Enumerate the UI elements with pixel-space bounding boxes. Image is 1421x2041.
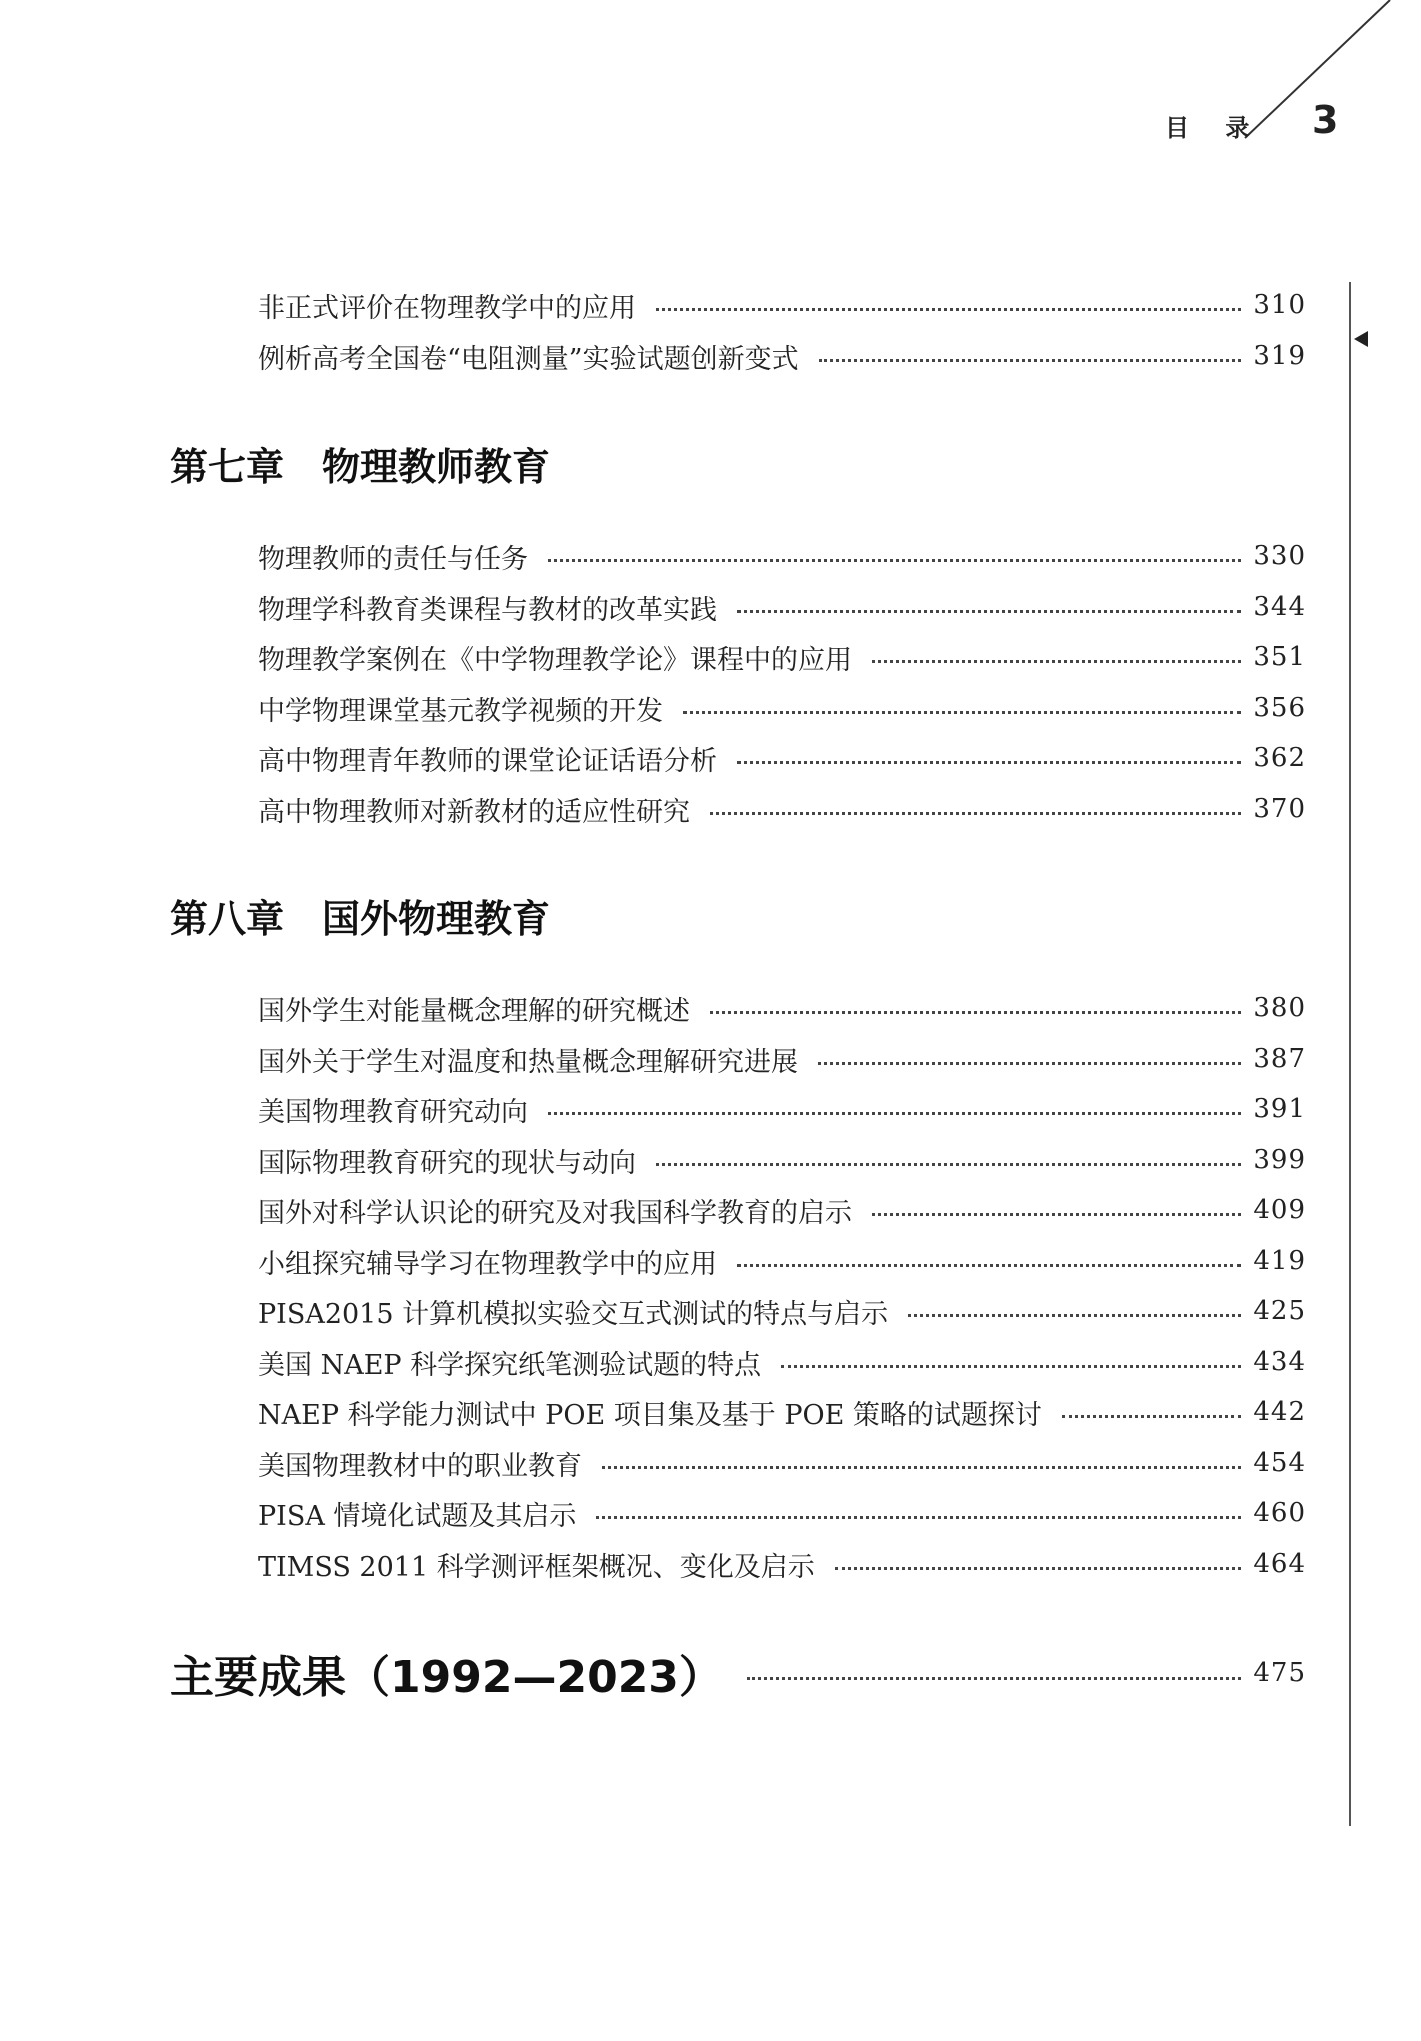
leader-dots: [737, 610, 1241, 613]
toc-entry-page: 464: [1253, 1549, 1306, 1579]
toc-entry-title: NAEP 科学能力测试中 POE 项目集及基于 POE 策略的试题探讨: [258, 1399, 1042, 1431]
toc-entry-page: 330: [1253, 541, 1306, 571]
side-margin-rule: [1349, 282, 1351, 1826]
toc-entry-title: 物理学科教育类课程与教材的改革实践: [258, 594, 717, 626]
leader-dots: [908, 1314, 1241, 1317]
toc-entry-page: 460: [1253, 1498, 1306, 1528]
toc-entry-title: 美国物理教育研究动向: [258, 1096, 528, 1128]
toc-entry-page: 419: [1253, 1246, 1306, 1276]
leader-dots: [683, 711, 1241, 714]
leader-dots: [737, 761, 1241, 764]
toc-entry[interactable]: [258, 1140, 1306, 1180]
toc-entry[interactable]: [258, 738, 1306, 778]
leader-dots: [737, 1264, 1241, 1267]
toc-entry-title: 国际物理教育研究的现状与动向: [258, 1147, 636, 1179]
leader-dots: [835, 1567, 1242, 1570]
toc-entry[interactable]: [258, 336, 1306, 376]
toc-entry-page: 370: [1253, 794, 1306, 824]
toc-entry-page: 362: [1253, 743, 1306, 773]
toc-entry-title: 物理教学案例在《中学物理教学论》课程中的应用: [258, 644, 852, 676]
toc-entry-page: 454: [1253, 1448, 1306, 1478]
toc-entry-page: 399: [1253, 1145, 1306, 1175]
leader-dots: [710, 812, 1241, 815]
toc-entry-page: 475: [1253, 1658, 1306, 1688]
chapter-heading: 第七章 物理教师教育: [170, 445, 551, 489]
toc-entry-title: 国外关于学生对温度和热量概念理解研究进展: [258, 1046, 798, 1078]
leader-dots: [818, 1062, 1241, 1065]
toc-entry-title: TIMSS 2011 科学测评框架概况、变化及启示: [258, 1551, 815, 1583]
toc-entry-title: 高中物理教师对新教材的适应性研究: [258, 796, 690, 828]
toc-entry[interactable]: [258, 587, 1306, 627]
toc-entry-title: 物理教师的责任与任务: [258, 543, 528, 575]
toc-entry-title: 主要成果（1992—2023）: [170, 1652, 723, 1703]
toc-entry[interactable]: [258, 1039, 1306, 1079]
toc-entry-page: 425: [1253, 1296, 1306, 1326]
toc-entry[interactable]: [258, 536, 1306, 576]
toc-entry-title: 非正式评价在物理教学中的应用: [258, 292, 636, 324]
leader-dots: [656, 308, 1241, 311]
toc-entry-title: 例析高考全国卷“电阻测量”实验试题创新变式: [258, 343, 799, 375]
toc-entry-page: 310: [1253, 290, 1306, 320]
toc-entry-title: 小组探究辅导学习在物理教学中的应用: [258, 1248, 717, 1280]
chapter-heading: 第八章 国外物理教育: [170, 897, 551, 941]
toc-entry[interactable]: [258, 688, 1306, 728]
leader-dots: [872, 1213, 1241, 1216]
toc-entry-page: 391: [1253, 1094, 1306, 1124]
toc-entry-title: 美国物理教材中的职业教育: [258, 1450, 582, 1482]
toc-entry[interactable]: [258, 1392, 1306, 1432]
toc-entry[interactable]: [258, 789, 1306, 829]
side-marker-triangle-icon: [1354, 331, 1368, 347]
toc-entry[interactable]: [258, 1291, 1306, 1331]
leader-dots: [596, 1516, 1241, 1519]
toc-entry-title: 高中物理青年教师的课堂论证话语分析: [258, 745, 717, 777]
toc-entry[interactable]: [258, 637, 1306, 677]
toc-entry-page: 442: [1253, 1397, 1306, 1427]
toc-entry-page: 319: [1253, 341, 1306, 371]
toc-entry[interactable]: [258, 1544, 1306, 1584]
toc-entry[interactable]: [258, 1089, 1306, 1129]
toc-entry[interactable]: [258, 1493, 1306, 1533]
toc-entry[interactable]: [258, 1241, 1306, 1281]
leader-dots: [656, 1163, 1241, 1166]
header-diagonal-rule: [0, 0, 1421, 200]
toc-entry-page: 380: [1253, 993, 1306, 1023]
leader-dots: [747, 1677, 1241, 1680]
toc-entry-title: 中学物理课堂基元教学视频的开发: [258, 695, 663, 727]
leader-dots: [710, 1011, 1241, 1014]
toc-entry-page: 409: [1253, 1195, 1306, 1225]
toc-entry-page: 356: [1253, 693, 1306, 723]
running-header-label: 目 录: [1165, 114, 1264, 142]
toc-entry-page: 344: [1253, 592, 1306, 622]
toc-entry-page: 387: [1253, 1044, 1306, 1074]
toc-entry-title: 美国 NAEP 科学探究纸笔测验试题的特点: [258, 1349, 762, 1381]
toc-entry-title: 国外学生对能量概念理解的研究概述: [258, 995, 690, 1027]
leader-dots: [872, 660, 1241, 663]
toc-entry[interactable]: [258, 1342, 1306, 1382]
leader-dots: [781, 1365, 1241, 1368]
toc-entry-title: 国外对科学认识论的研究及对我国科学教育的启示: [258, 1197, 852, 1229]
toc-entry[interactable]: [258, 1443, 1306, 1483]
toc-entry-title: PISA2015 计算机模拟实验交互式测试的特点与启示: [258, 1298, 889, 1330]
running-header-page-number: 3: [1312, 98, 1339, 142]
leader-dots: [548, 559, 1241, 562]
leader-dots: [602, 1466, 1241, 1469]
toc-entry[interactable]: [258, 285, 1306, 325]
toc-entry-page: 434: [1253, 1347, 1306, 1377]
toc-entry-page: 351: [1253, 642, 1306, 672]
toc-entry[interactable]: [258, 988, 1306, 1028]
toc-entry-main-results[interactable]: [170, 1645, 1306, 1701]
leader-dots: [819, 359, 1242, 362]
toc-entry-title: PISA 情境化试题及其启示: [258, 1500, 577, 1532]
leader-dots: [1062, 1415, 1241, 1418]
leader-dots: [548, 1112, 1241, 1115]
toc-entry[interactable]: [258, 1190, 1306, 1230]
